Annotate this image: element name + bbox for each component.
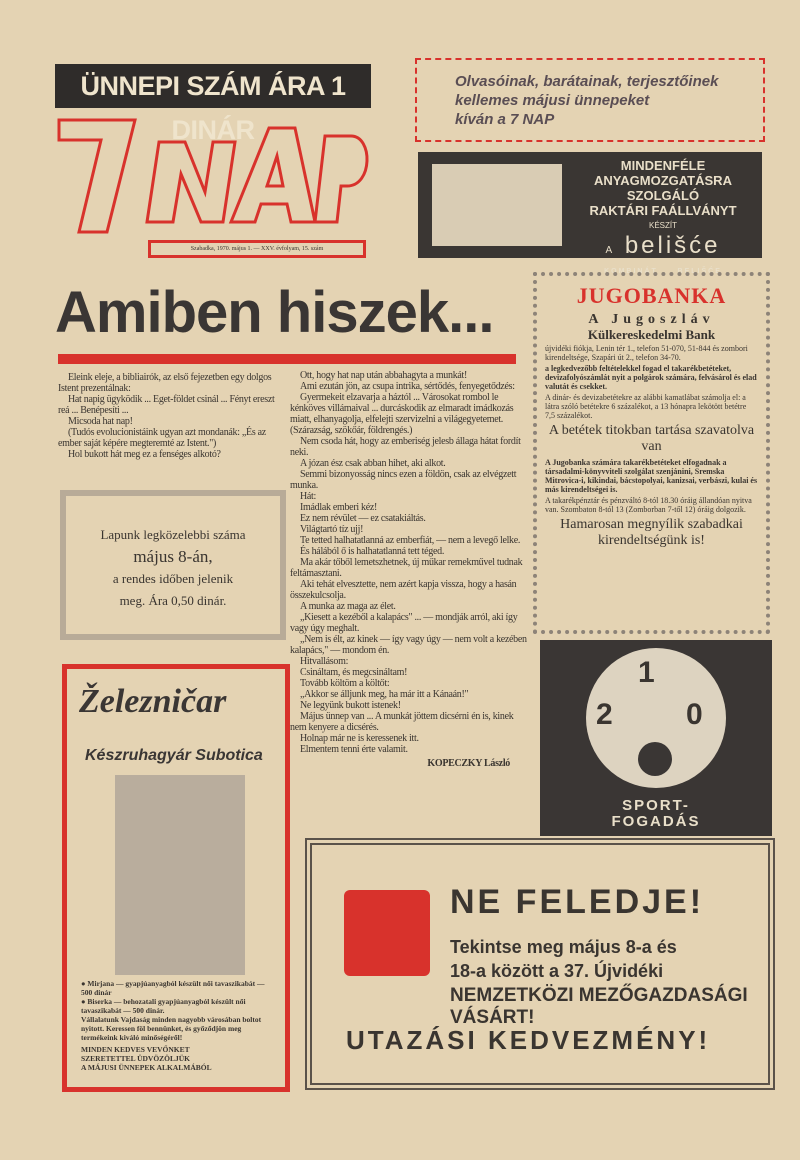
digit: 2 [596, 698, 613, 731]
article-paragraph: Eleink eleje, a bibliairók, az első fejezetben egy dolgos Istent prezentálnak: [58, 372, 272, 394]
kombinat: KOMBINÁT [604, 268, 658, 275]
closing-line: A MÁJUSI ÜNNEPEK ALKALMÁBÓL [81, 1063, 212, 1072]
article-paragraph: Ne legyünk bukott istenek! [300, 700, 401, 711]
article-paragraph: „Akkor se álljunk meg, ha már itt a Kánaán!" [300, 689, 469, 700]
article-paragraph: Hat napig ügyködik ... Eget-földet csinál ... Fényt ereszt reá ... Benépesíti ... [58, 394, 275, 416]
fair-emblem [344, 890, 430, 976]
article-paragraph: A józan ész csak abban hihet, aki alkot. [300, 458, 446, 469]
article-paragraph: Csináltam, és megcsináltam! [300, 667, 408, 678]
7-nap-logo [55, 112, 371, 240]
sport-emblem [586, 648, 726, 788]
article-paragraph: Május ünnep van ... A munkát jöttem dicsérni én is, kinek nem kenyere a dicsérés. [290, 711, 514, 733]
ad-line: ANYAGMOZGATÁSRA SZOLGÁLÓ [594, 173, 732, 203]
article-paragraph: Semmi bizonyosság nincs ezen a földön, csak az elvégzett munka. [290, 469, 517, 491]
greeting-line: kíván a 7 NAP [455, 111, 555, 128]
bank-text: A dinár- és devizabetétekre az alábbi kamatlábat számolja el: a látra szóló betétekre 6 százalékot, a 13 hónapra lekötött betétre 7,5 százalékot. [545, 393, 747, 420]
bank-name: JUGOBANKA [576, 283, 727, 308]
greeting-box [415, 58, 765, 142]
article-paragraph: Ami ezután jön, az csupa intrika, sértődés, fenyegetődzés: [300, 381, 515, 392]
ad-line: MINDENFÉLE [620, 158, 706, 173]
bank-text: A Jugobanka számára takarékbetéteket elfogadnak a társadalmi-könyvviteli szolgálat szenjánini, Sremska Mitrovica-i, kikindai, bácstopolyai, kanizsai, verbászi, kulai és más kirendeltségei is. [545, 458, 758, 494]
article-paragraph: Aki tehát elvesztette, nem azért kapja vissza, hogy a hasán összekulcsolja. [290, 579, 517, 601]
article-paragraph: „Kiesett a kezéből a kalapács" ... — mondják arról, aki így vagy úgy meghalt. [290, 612, 518, 634]
closing-line: SZERETETTEL ÜDVÖZÖLJÜK [81, 1054, 190, 1063]
article-paragraph: Világtartó tíz ujj! [300, 524, 364, 535]
ad-item: ● Biserka — behozatali gyapjúanyagból készült női tavaszikabát — 500 dinár. [81, 997, 246, 1015]
zeljeznicar-ad [62, 664, 290, 1092]
article-author: KOPECZKY László [427, 758, 510, 769]
article-paragraph: „Nem is élt, az kinek — így vagy úgy — nem volt a kezében kalapács," — mondom én. [290, 634, 527, 656]
fair-text: 18-a között a 37. Újvidéki [450, 961, 664, 981]
bank-address: újvidéki fiókja, Lenin tér 1., telefon 51-070, 51-844 és zombori kirendeltsége, Szapári út 2., telefon 34-70. [545, 344, 748, 362]
next-issue-line: Lapunk legközelebbi száma [100, 527, 246, 542]
red-rule [58, 354, 516, 364]
fair-text: Tekintse meg május 8-a és [450, 937, 677, 957]
fair-headline: NE FELEDJE! [450, 883, 705, 921]
article-paragraph: Hitvallásom: [300, 656, 349, 667]
bank-closing: Hamarosan megnyílik szabadkai kirendeltségünk is! [560, 517, 743, 548]
closing-line: MINDEN KEDVES VEVŐNKET [81, 1045, 190, 1054]
jugobanka-ad [533, 272, 770, 634]
next-issue-date: május 8-án, [133, 547, 213, 566]
dateline: Szabadka, 1970. május 1. — XXV. évfolyam, 15. szám [148, 240, 366, 258]
next-issue-price: meg. Ára 0,50 dinár. [119, 593, 227, 608]
article-paragraph: És hálából ő is halhatatlanná tett téged. [300, 546, 445, 557]
article-paragraph: Imádlak emberi kéz! [300, 502, 378, 513]
digit: 0 [686, 698, 703, 731]
article-paragraph: Holnap már ne is keressenek itt. [300, 733, 419, 744]
brand-name: Železničar [79, 683, 227, 720]
article-column-1 [58, 372, 286, 460]
ad-item: Vállalatunk Vajdaság minden nagyobb városában boltot nyitott. Keressen föl bennünket, és győződjön meg termékeink kiváló minőségéről! [81, 1015, 262, 1042]
article-paragraph: Gyermekeit elzavarja a háztól ... Városokat rombol le kénköves villámaival ... durcáskodik az elmaradt imádkozás miatt, elhanyagolja, elfelejti szervizelni a világegyetemet. (Szárazság, szökőár, földrengés.) [290, 392, 514, 436]
article-paragraph: Tovább költöm a költőt: [300, 678, 390, 689]
greeting-line: Olvasóinak, barátainak, terjesztőinek [455, 73, 719, 90]
pallet-image [432, 164, 562, 246]
fair-discount: UTAZÁSI KEDVEZMÉNY! [346, 1025, 711, 1055]
article-column-2 [290, 370, 530, 769]
bank-subtitle: A Jugoszláv [588, 312, 715, 327]
article-paragraph: Ez nem révület — ez csatakiáltás. [300, 513, 426, 524]
brand-prefix: A [605, 245, 616, 256]
greeting-line: kellemes májusi ünnepeket [455, 92, 650, 109]
article-paragraph: Ma akár tőből lemetszhetnek, új műkar remekművel tudnak feltámasztani. [290, 557, 523, 579]
article-paragraph: Nem csoda hát, hogy az emberiség jelesb állaga hátat fordít neki. [290, 436, 521, 458]
bank-slogan: A betétek titokban tartása szavatolva van [548, 423, 755, 454]
next-issue-box [60, 490, 286, 640]
article-title: Amiben hiszek... [55, 280, 494, 345]
ad-line: RAKTÁRI FAÁLLVÁNYT [589, 203, 737, 218]
article-paragraph: Hát: [300, 491, 317, 502]
bank-subtitle: Külkereskedelmi Bank [587, 327, 716, 342]
sport-label: FOGADÁS [611, 813, 701, 830]
models-photo [115, 775, 245, 975]
article-paragraph: Te tetted halhatatlanná az emberfiát, — nem a levegő lelke. [300, 535, 521, 546]
brand-subtitle: Készruhagyár Subotica [85, 747, 263, 764]
article-paragraph: Hol bukott hát meg ez a fenséges alkotó? [68, 449, 221, 460]
football-icon [638, 742, 672, 776]
article-paragraph: A munka az maga az élet. [300, 601, 396, 612]
sport-label: SPORT- [622, 797, 690, 814]
next-issue-line: a rendes időben jelenik [112, 571, 234, 586]
fair-name: NEMZETKÖZI MEZŐGAZDASÁGI VÁSÁRT! [450, 985, 748, 1028]
city: BELIŠĆE [677, 268, 722, 275]
price-banner: ÜNNEPI SZÁM ÁRA 1 DINÁR [55, 64, 371, 108]
fair-ad [305, 838, 775, 1090]
bank-hours: A takarékpénztár és pénzváltó 8-tól 18.30 óráig állandóan nyitva van. Szombaton 8-tól 13 (Zomborban 7-től 12) óráig dolgozik. [545, 496, 752, 514]
bank-text: a legkedvezőbb feltételekkel fogad el takarékbetéteket, devizafolyószámlát nyit a polgárok számára, felvásárol és elad valutát és csekket. [545, 364, 757, 391]
brand-name: belišće [624, 232, 721, 259]
ad-item: ● Mirjana — gyapjúanyagból készült női tavaszikabát — 500 dinár [81, 979, 265, 997]
belisce-ad [418, 152, 762, 275]
sport-fogadas-ad [540, 640, 772, 836]
article-paragraph: (Tudós evolucionistáink ugyan azt mondanák: „És az ember saját képére megteremté az Istent.") [58, 427, 266, 449]
article-paragraph: Elmentem tenni érte valamit. [300, 744, 408, 755]
digit: 1 [638, 656, 655, 689]
article-paragraph: Ott, hogy hat nap után abbahagyta a munkát! [300, 370, 468, 381]
article-paragraph: Micsoda hat nap! [68, 416, 133, 427]
ad-keszit: KÉSZÍT [648, 221, 677, 230]
